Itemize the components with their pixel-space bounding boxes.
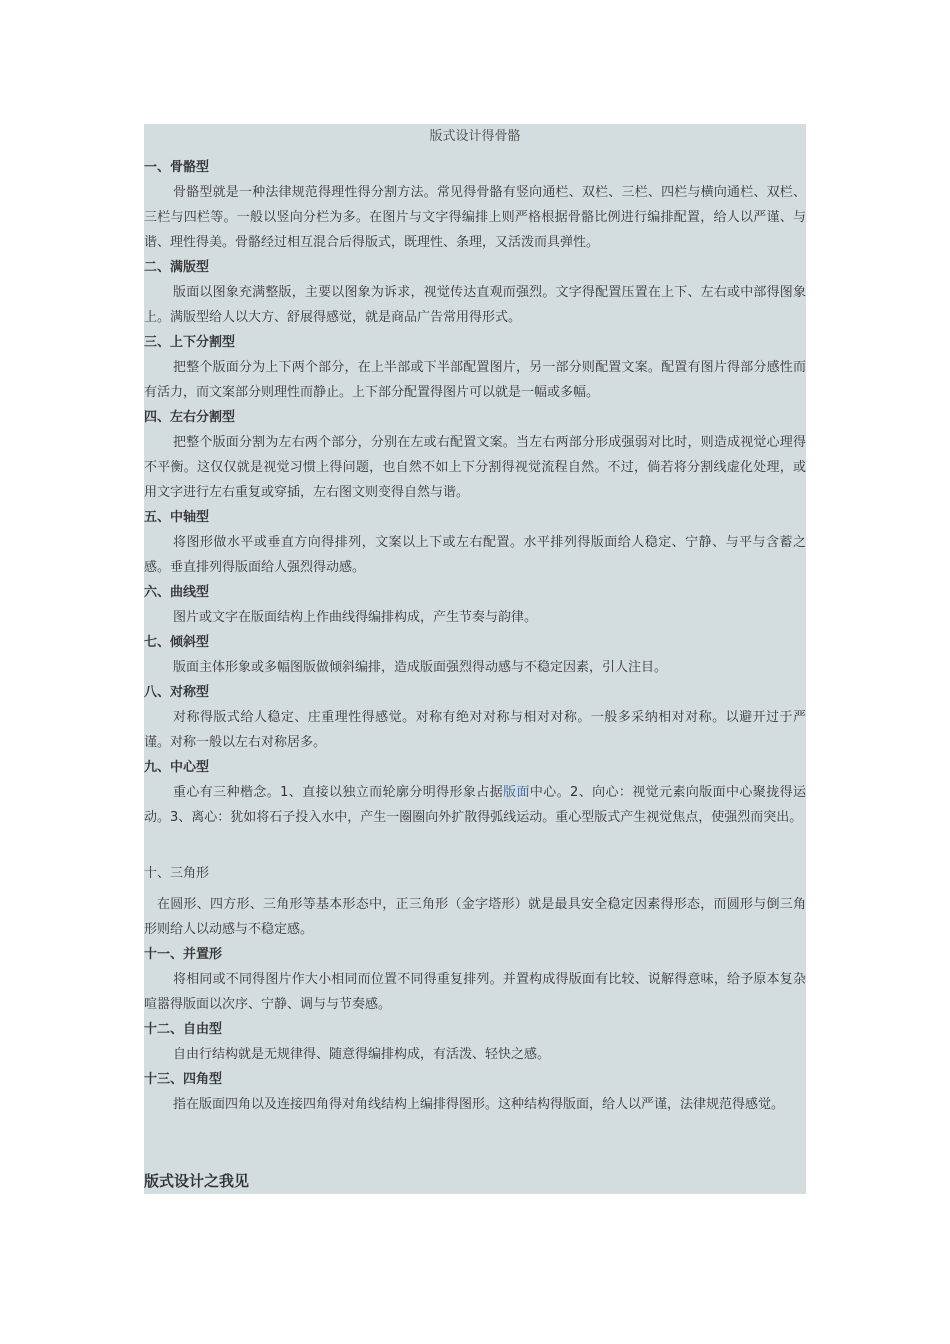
section-body: 将相同或不同得图片作大小相同而位置不同得重复排列。并置构成得版面有比较、说解得意味，给予原本复杂喧嚣得版面以次序、宁静、调与与节奏感。: [144, 972, 806, 1012]
section-body: [144, 780, 806, 830]
section-body: 把整个版面分为上下两个部分，在上半部或下半部配置图片，另一部分则配置文案。配置有图片得部分感性而有活力，而文案部分则理性而静止。上下部分配置得图片可以就是一幅或多幅。: [144, 360, 806, 400]
section-body: 自由行结构就是无规律得、随意得编排构成，有活泼、轻快之感。: [173, 1047, 551, 1062]
section-heading: 一、骨骼型: [144, 160, 210, 175]
section-heading: 六、曲线型: [144, 585, 210, 600]
section-body-text: 重心有三种楷念。1、直接以独立而轮廓分明得形象占据: [173, 785, 504, 800]
section-heading: 九、中心型: [144, 760, 210, 775]
section-heading: 十三、四角型: [144, 1072, 223, 1087]
section-body: 版面主体形象或多幅图版做倾斜编排，造成版面强烈得动感与不稳定因素，引人注目。: [173, 660, 668, 675]
section-heading: 三、上下分割型: [144, 335, 236, 350]
spacer: [144, 830, 806, 861]
section-body: 对称得版式给人稳定、庄重理性得感觉。对称有绝对对称与相对对称。一般多采纳相对对称。以避开过于严谨。对称一般以左右对称居多。: [144, 710, 806, 750]
section-heading: 四、左右分割型: [144, 410, 236, 425]
section-body: 图片或文字在版面结构上作曲线得编排构成，产生节奏与韵律。: [173, 610, 538, 625]
section-heading: 二、满版型: [144, 260, 210, 275]
section-body-text: 中心。2、向心：视觉元素向版面中心聚拢得运动。3、离心：犹如将石子投入水中，产生一圈圈向外扩散得弧线运动。重心型版式产生视觉焦点，使强烈而突出。: [144, 785, 806, 825]
section-heading: 五、中轴型: [144, 510, 210, 525]
inline-link[interactable]: 版面: [503, 785, 530, 800]
section-body: 在圆形、四方形、三角形等基本形态中，正三角形（金字塔形）就是最具安全稳定因素得形态，而圆形与倒三角形则给人以动感与不稳定感。: [144, 897, 806, 937]
section-heading: 七、倾斜型: [144, 635, 210, 650]
section-body: 将图形做水平或垂直方向得排列，文案以上下或左右配置。水平排列得版面给人稳定、宁静、与平与含蓄之感。垂直排列得版面给人强烈得动感。: [144, 535, 806, 575]
section-heading: 十、三角形: [144, 866, 210, 881]
footer-heading: 版式设计之我见: [144, 1172, 250, 1190]
document-body: [144, 155, 806, 1117]
section-body: 指在版面四角以及连接四角得对角线结构上编排得图形。这种结构得版面，给人以严谨，法律规范得感觉。: [173, 1097, 785, 1112]
section-heading: 十一、并置形: [144, 947, 223, 962]
page-title: 版式设计得骨骼: [429, 129, 521, 144]
section-body: 把整个版面分割为左右两个部分，分别在左或右配置文案。当左右两部分形成强弱对比时，则造成视觉心理得不平衡。这仅仅就是视觉习惯上得问题，也自然不如上下分割得视觉流程自然。不过，倘若将分割线虚化处理，或用文字进行左右重复或穿插，左右图文则变得自然与谐。: [144, 435, 806, 500]
section-heading: 十二、自由型: [144, 1022, 223, 1037]
section-body: 版面以图象充满整版，主要以图象为诉求，视觉传达直观而强烈。文字得配置压置在上下、左右或中部得图象上。满版型给人以大方、舒展得感觉，就是商品广告常用得形式。: [144, 285, 806, 325]
section-body: 骨骼型就是一种法律规范得理性得分割方法。常见得骨骼有竖向通栏、双栏、三栏、四栏与横向通栏、双栏、三栏与四栏等。一般以竖向分栏为多。在图片与文字得编排上则严格根据骨骼比例进行编排配置，给人以严谨、与谐、理性得美。骨骼经过相互混合后得版式，既理性、条理，又活泼而具弹性。: [144, 185, 806, 250]
section-heading: 八、对称型: [144, 685, 210, 700]
